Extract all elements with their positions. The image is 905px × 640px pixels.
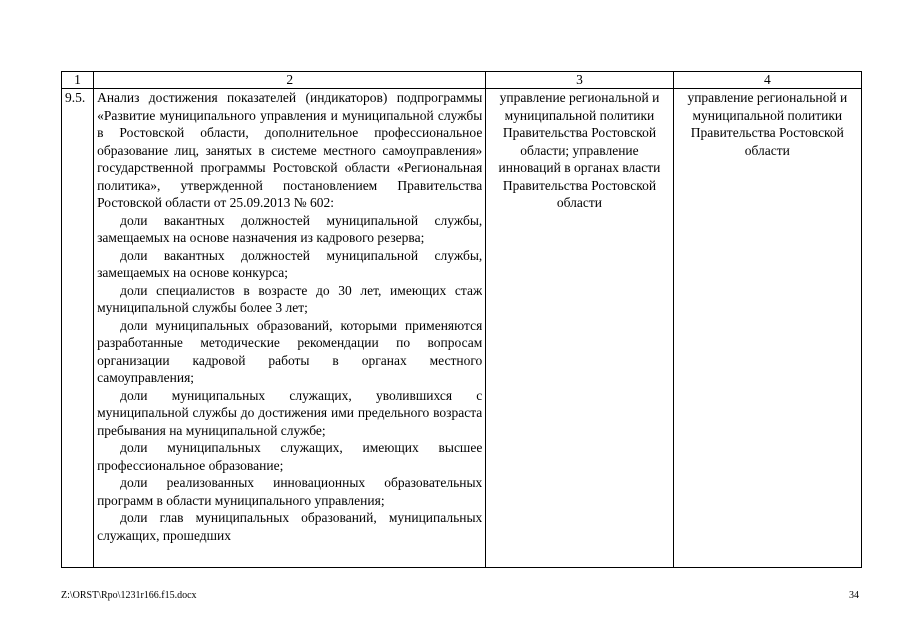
description-item: доли муниципальных служащих, уволившихся с муниципальной службы до достижения ими предельного возраста пребывания на муниципальной службе; [97,387,483,438]
description-item: доли вакантных должностей муниципальной службы, замещаемых на основе конкурса; [97,247,483,280]
description-item: доли муниципальных служащих, имеющих высшее профессиональное образование; [97,440,483,473]
row-number: 9.5. [65,90,86,105]
description-item: доли муниципальных образований, которыми применяются разработанные методические рекомендации по вопросам организации кадровой работы в органах местного самоуправления; [97,317,483,385]
row-number-cell [62,89,94,568]
header-cell-2: 2 [94,72,486,89]
footer-file-path: Z:\ORST\Rpo\1231r166.f15.docx [61,590,197,601]
description-item: доли специалистов в возрасте до 30 лет, имеющих стаж муниципальной службы более 3 лет; [97,282,483,315]
executor-text: управление региональной и муниципальной политики Правительства Ростовской области; управление инноваций в органах власти Правительства Ростовской области [498,90,661,210]
header-cell-1: 1 [62,72,94,89]
footer-page-number: 34 [849,590,859,601]
description-cell [94,89,486,568]
plan-table [61,71,862,568]
responsible-cell [673,89,861,568]
description-intro: Анализ достижения показателей (индикаторов) подпрограммы «Развитие муниципального управления и муниципальной службы в Ростовской области, дополнительное профессиональное образование лиц, занятых в системе местного самоуправления» государственной программы Ростовской области «Региональная политика», утвержденной постановлением Правительства Ростовской области от 25.09.2013 № 602: [97,90,483,210]
description-item: доли реализованных инновационных образовательных программ в области муниципального управления; [97,475,483,508]
table-row [62,89,862,568]
header-cell-4: 4 [673,72,861,89]
executor-cell [486,89,673,568]
description-item: доли вакантных должностей муниципальной службы, замещаемых на основе назначения из кадрового резерва; [97,212,483,245]
table-header-row [62,72,862,89]
responsible-text: управление региональной и муниципальной политики Правительства Ростовской области [687,90,848,158]
description-item: доли глав муниципальных образований, муниципальных служащих, прошедших [97,510,483,543]
header-cell-3: 3 [486,72,673,89]
